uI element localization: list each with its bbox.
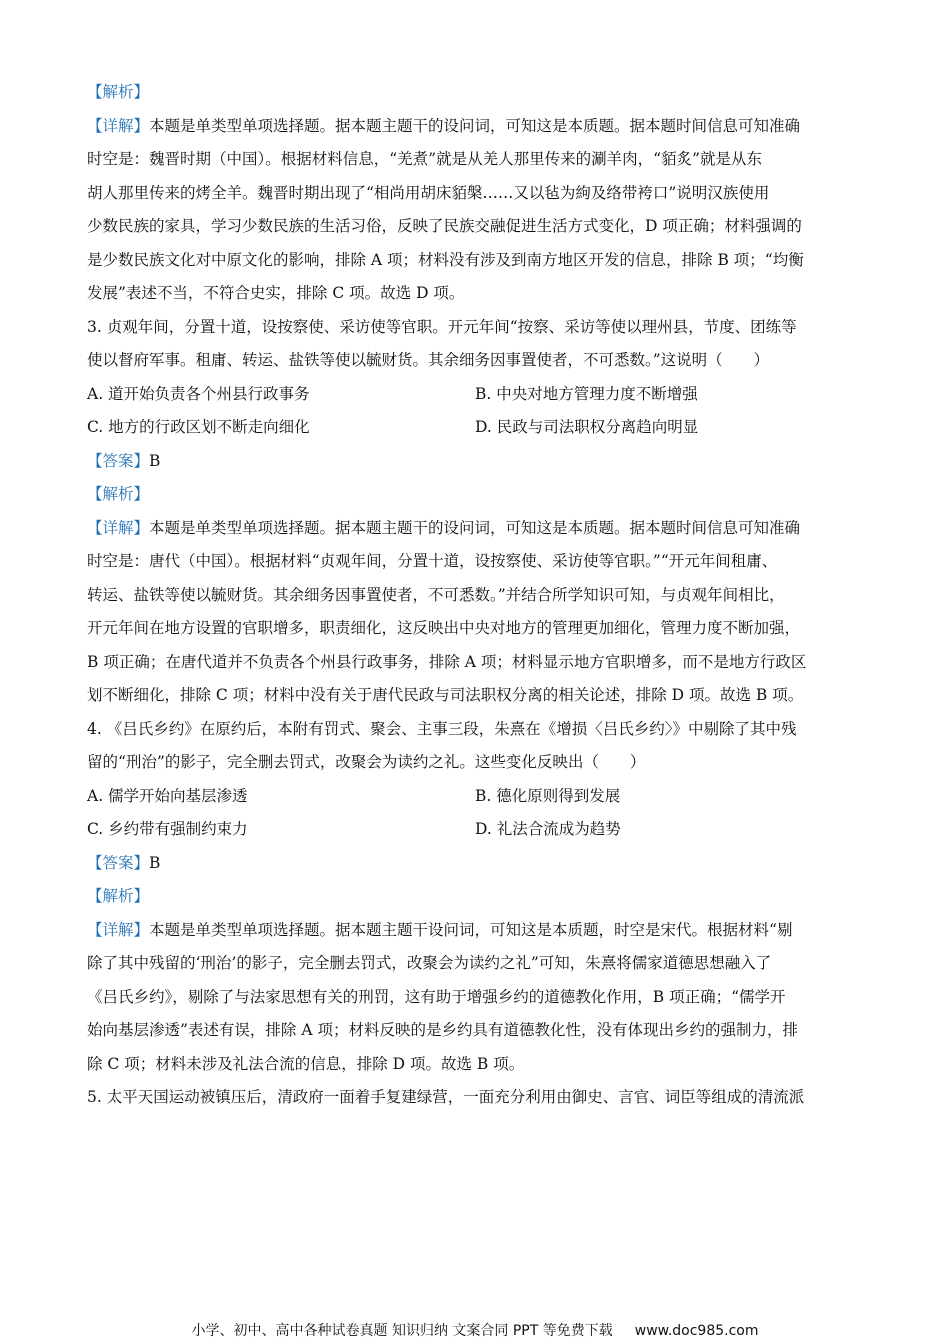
section-tag: 【解析】: [87, 887, 150, 905]
option-item: D. 民政与司法职权分离趋向明显: [475, 418, 699, 436]
answer-tag: 【答案】: [87, 853, 150, 872]
option-item: C. 乡约带有强制约束力: [87, 820, 248, 838]
text-line: 发展”表述不当，不符合史实，排除 C 项。故选 D 项。: [87, 284, 465, 302]
text-line: B 项正确；在唐代道并不负责各个州县行政事务，排除 A 项；材料显示地方官职增多，而不是地方行政区: [87, 652, 807, 671]
answer-line: [87, 847, 877, 881]
document-body: [87, 76, 877, 1115]
text-line: 《吕氏乡约》，剔除了与法家思想有关的刑罚，这有助于增强乡约的道德教化作用，B 项正确；“儒学开: [87, 987, 786, 1006]
text-line: 时空是：唐代（中国）。根据材料“贞观年间，分置十道，设按察使、采访使等官职。”“开元年间租庸、: [87, 552, 778, 570]
text-line: 时空是：魏晋时期（中国）。根据材料信息，“羌煮”就是从羌人那里传来的涮羊肉，“貊炙”就是从东: [87, 150, 762, 168]
answer-value: B: [149, 853, 161, 872]
question-stem: [87, 713, 877, 780]
text-line: 留的“刑治”的影子，完全删去罚式，改聚会为读约之礼。这些变化反映出（ ）: [87, 753, 646, 771]
answer-line: [87, 445, 877, 479]
text-line: 胡人那里传来的烤全羊。魏晋时期出现了“相尚用胡床貊槃……又以毡为絇及络带袴口”说明汉族使用: [87, 183, 770, 202]
text-line: 始向基层渗透”表述有误，排除 A 项；材料反映的是乡约具有道德教化性，没有体现出乡约的强制力，排: [87, 1021, 798, 1039]
option-item: B. 中央对地方管理力度不断增强: [475, 384, 698, 403]
option-item: A. 儒学开始向基层渗透: [87, 786, 248, 805]
answer-options: [87, 780, 877, 847]
detail-tag: 【详解】: [87, 116, 150, 135]
text-line: 开元年间在地方设置的官职增多，职责细化，这反映出中央对地方的管理更加细化，管理力度不断加强，: [87, 619, 801, 637]
text-line: 使以督府军事。租庸、转运、盐铁等使以毓财货。其余细务因事置使者，不可悉数。”这说明（ ）: [87, 351, 770, 369]
text-line: 【详解】本题是单类型单项选择题。据本题主题干的设问词，可知这是本质题。据本题时间信息可知准确: [87, 518, 801, 537]
option-item: A. 道开始负责各个州县行政事务: [87, 384, 310, 403]
section-tag: 【解析】: [87, 83, 150, 101]
text-line: 除了其中残留的‘刑治’的影子，完全删去罚式，改聚会为读约之礼”可知，朱熹将儒家道德思想融入了: [87, 954, 772, 972]
answer-tag: 【答案】: [87, 451, 150, 470]
text-line: 是少数民族文化对中原文化的影响，排除 A 项；材料没有涉及到南方地区开发的信息，排除 B 项；“均衡: [87, 250, 804, 269]
explanation-paragraph: [87, 512, 877, 713]
text-line: 【详解】本题是单类型单项选择题。据本题主题干的设问词，可知这是本质题。据本题时间信息可知准确: [87, 116, 801, 135]
footer-text: 小学、初中、高中各种试卷真题 知识归纳 文案合同 PPT 等免费下载: [191, 1323, 613, 1339]
text-line: 除 C 项；材料未涉及礼法合流的信息，排除 D 项。故选 B 项。: [87, 1054, 525, 1073]
section-tag: 【解析】: [87, 485, 150, 503]
detail-tag: 【详解】: [87, 518, 150, 537]
question-stem: [87, 311, 877, 378]
text-line: 5. 太平天国运动被镇压后，清政府一面着手复建绿营，一面充分利用由御史、言官、词臣等组成的清流派: [87, 1088, 805, 1106]
text-line: 4. 《吕氏乡约》在原约后，本附有罚式、聚会、主事三段，朱熹在《增损〈吕氏乡约〉》中剔除了其中残: [87, 719, 797, 738]
footer-site-link[interactable]: www.doc985.com: [634, 1323, 759, 1339]
page-footer: [0, 1320, 950, 1340]
explanation-paragraph: [87, 110, 877, 311]
text-line: 3. 贞观年间，分置十道，设按察使、采访使等官职。开元年间“按察、采访等使以理州县，节度、团练等: [87, 317, 797, 336]
option-item: C. 地方的行政区划不断走向细化: [87, 418, 310, 436]
explanation-paragraph: [87, 914, 877, 1082]
question-stem: [87, 1081, 877, 1115]
answer-options: [87, 378, 877, 445]
detail-tag: 【详解】: [87, 920, 150, 939]
answer-value: B: [149, 451, 161, 470]
text-line: 少数民族的家具，学习少数民族的生活习俗，反映了民族交融促进生活方式变化，D 项正确；材料强调的: [87, 217, 802, 235]
text-line: 划不断细化，排除 C 项；材料中没有关于唐代民政与司法职权分离的相关论述，排除 D 项。故选 B 项。: [87, 686, 804, 704]
text-line: 转运、盐铁等使以毓财货。其余细务因事置使者，不可悉数。”并结合所学知识可知，与贞观年间相比，: [87, 585, 785, 604]
option-item: D. 礼法合流成为趋势: [475, 820, 621, 838]
option-item: B. 德化原则得到发展: [475, 786, 621, 805]
text-line: 【详解】本题是单类型单项选择题。据本题主题干设问词，可知这是本质题，时空是宋代。根据材料“剔: [87, 920, 793, 939]
